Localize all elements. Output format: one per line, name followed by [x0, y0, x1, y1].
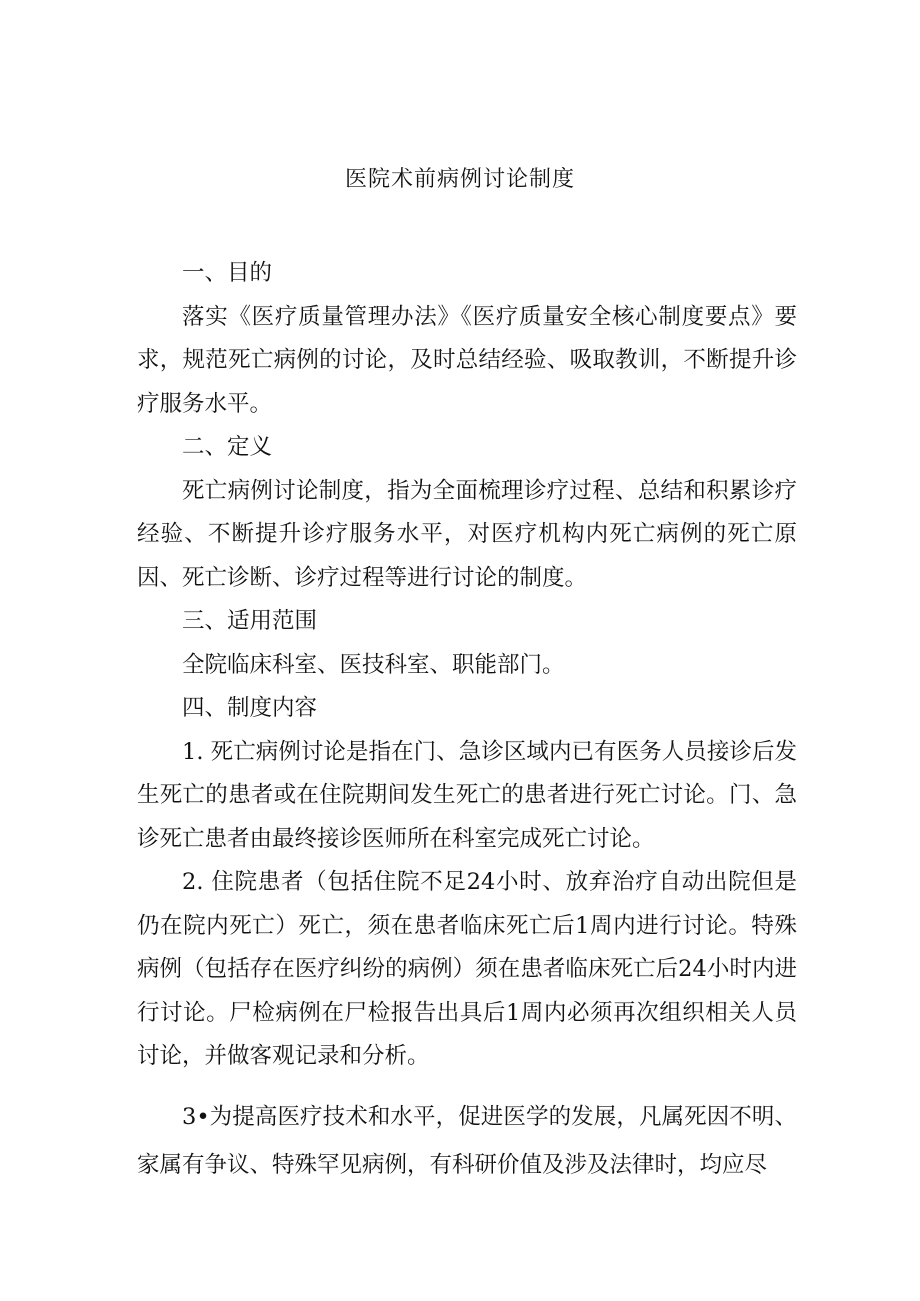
document-body: [137, 252, 797, 1189]
section-heading-definition: 二、定义: [182, 434, 273, 460]
paragraph-purpose: 落实《医疗质量管理办法》《医疗质量安全核心制度要点》要求，规范死亡病例的讨论，及时总结经验、吸取教训，不断提升诊疗服务水平。: [137, 303, 797, 417]
paragraph-definition: 死亡病例讨论制度，指为全面梳理诊疗过程、总结和积累诊疗经验、不断提升诊疗服务水平，对医疗机构内死亡病例的死亡原因、死亡诊断、诊疗过程等进行讨论的制度。: [137, 477, 797, 591]
document-title: 医院术前病例讨论制度: [344, 167, 575, 192]
paragraph-item-1: 1. 死亡病例讨论是指在门、急诊区域内已有医务人员接诊后发生死亡的患者或在住院期间发生死亡的患者进行死亡讨论。门、急诊死亡患者由最终接诊医师所在科室完成死亡讨论。: [137, 738, 797, 852]
section-heading-scope: 三、适用范围: [182, 608, 318, 634]
section-heading-purpose: 一、目的: [182, 260, 273, 286]
section-heading-content: 四、制度内容: [182, 695, 318, 721]
paragraph-item-3: 3•为提高医疗技术和水平，促进医学的发展，凡属死因不明、家属有争议、特殊罕见病例，有科研价值及涉及法律时，均应尽: [137, 1103, 797, 1178]
paragraph-item-2: 2. 住院患者（包括住院不足24小时、放弃治疗自动出院但是仍在院内死亡）死亡，须在患者临床死亡后1周内进行讨论。特殊病例（包括存在医疗纠纷的病例）须在患者临床死亡后24小时内进行讨论。尸检病例在尸检报告出具后1周内必须再次组织相关人员讨论，并做客观记录和分析。: [137, 869, 797, 1069]
paragraph-scope: 全院临床科室、医技科室、职能部门。: [182, 651, 565, 678]
